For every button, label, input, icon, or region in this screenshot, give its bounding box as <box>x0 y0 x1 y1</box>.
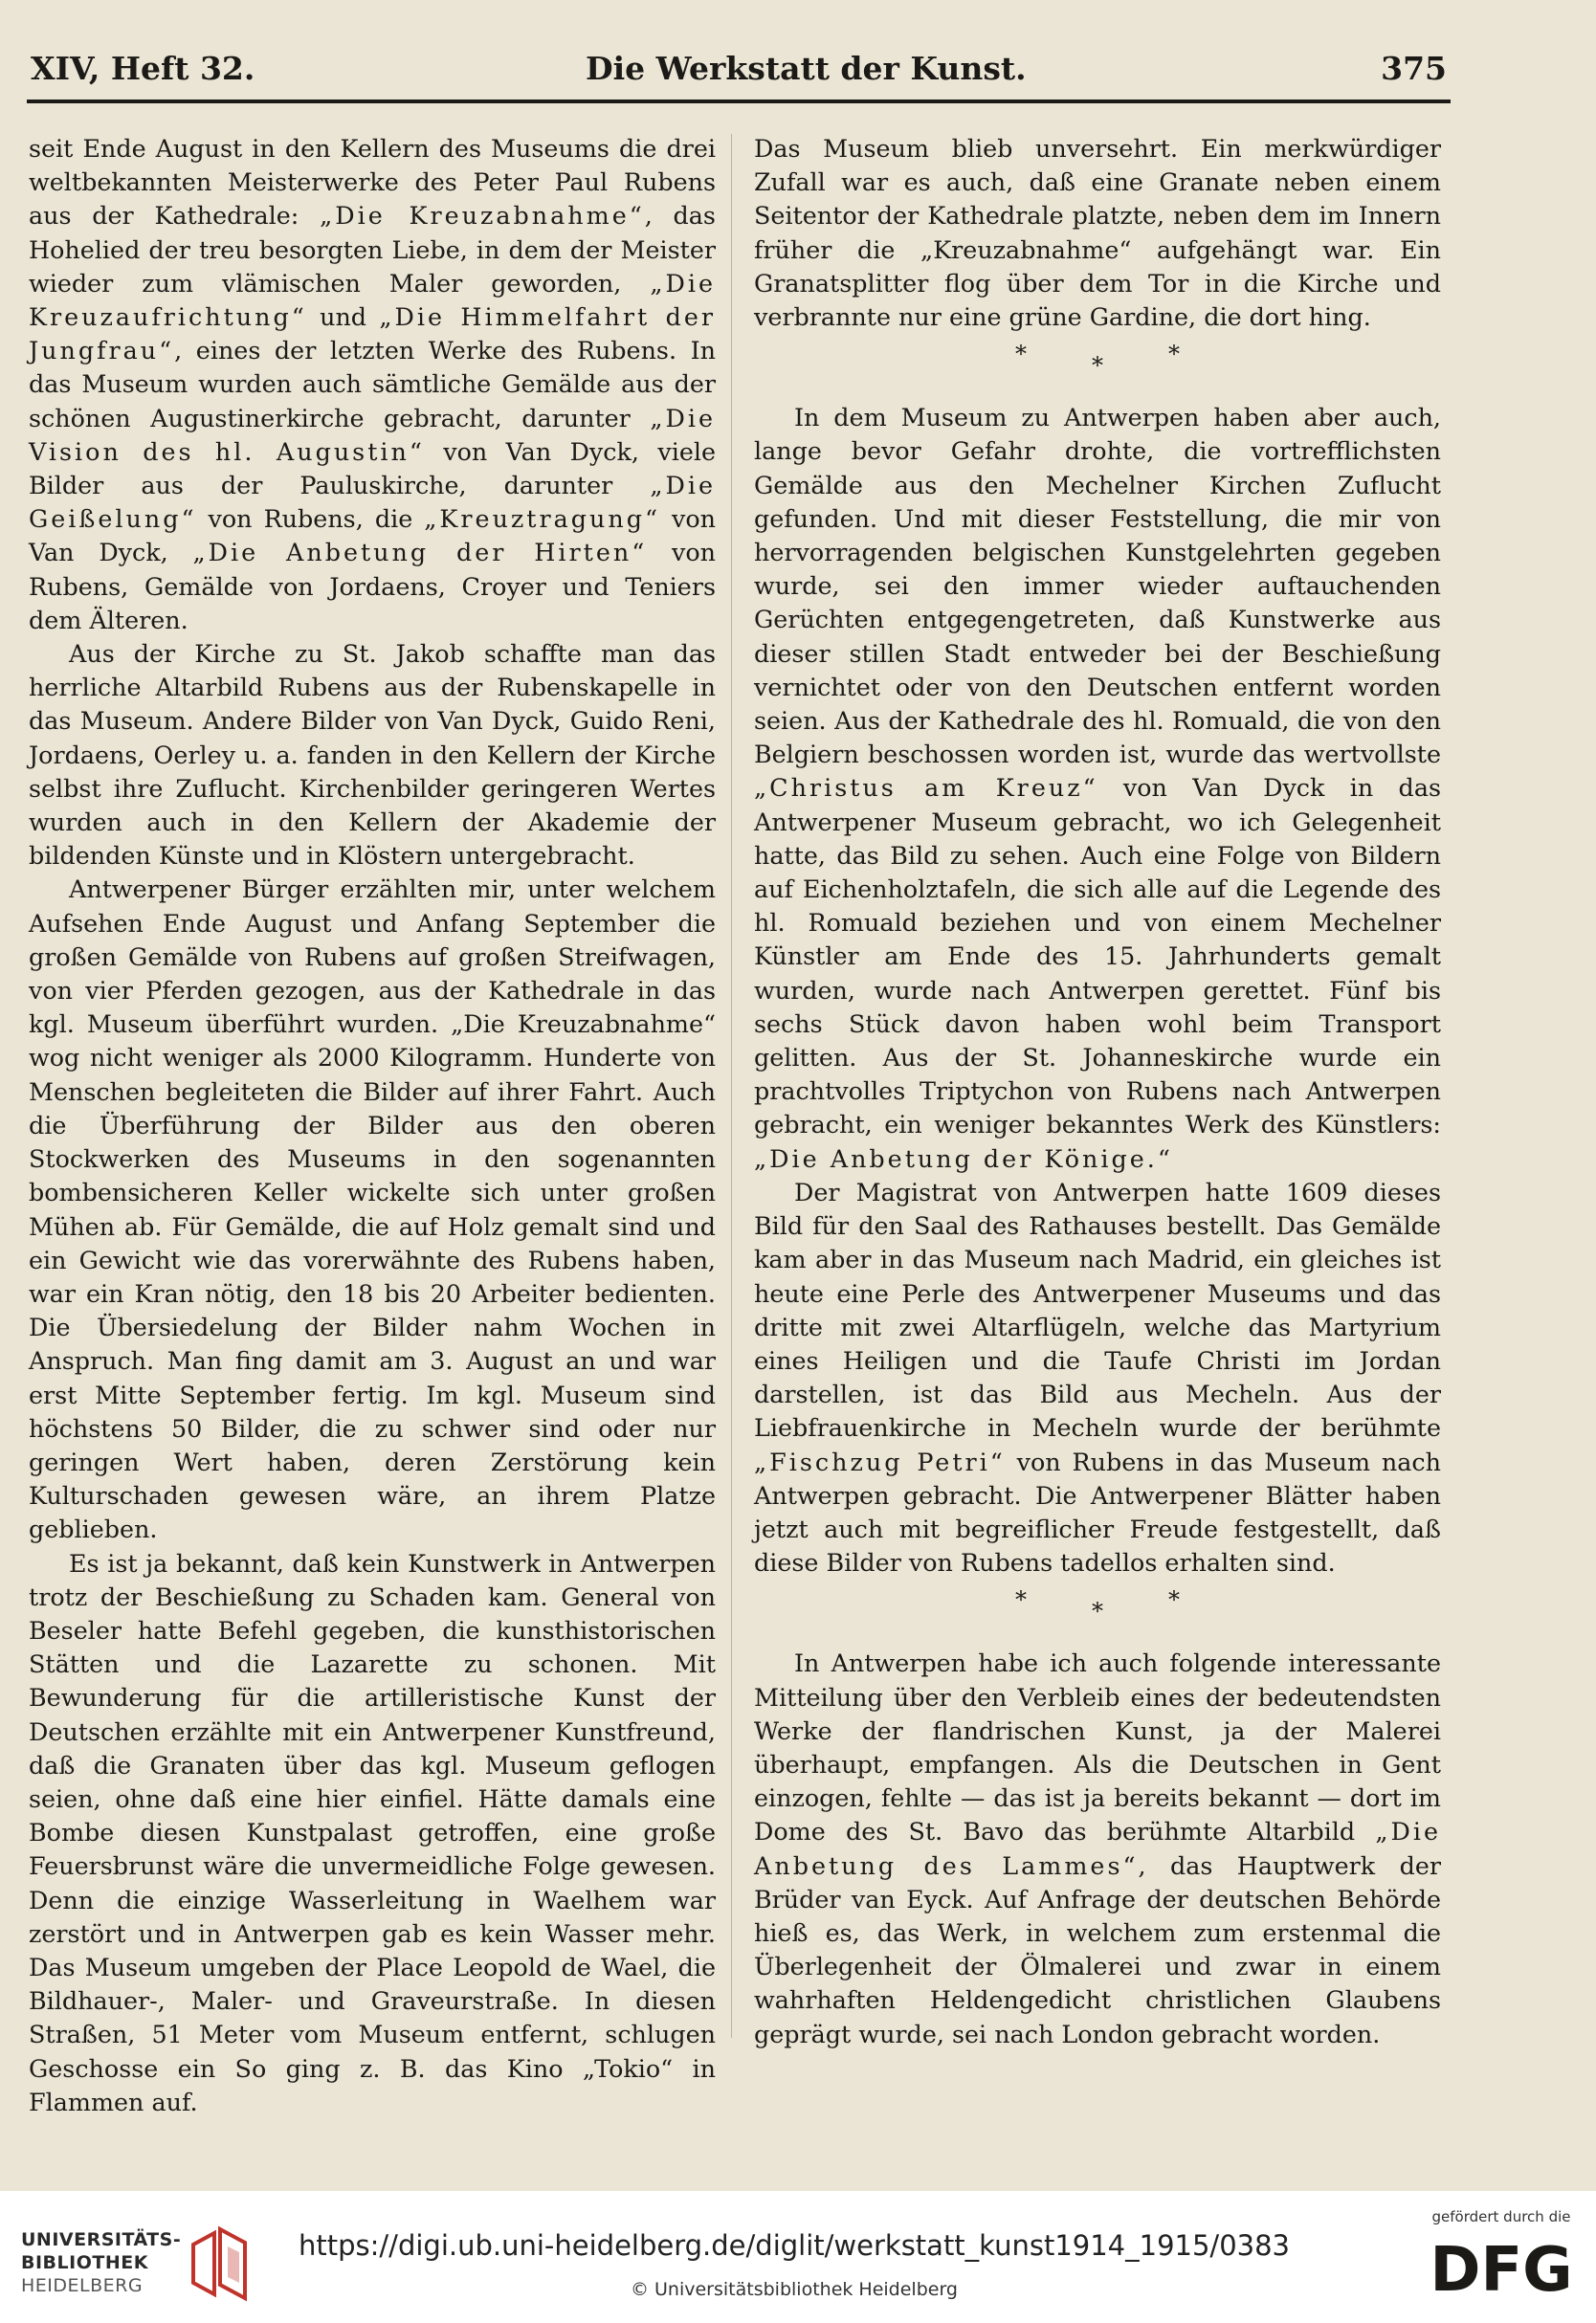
right-paragraph-4: In Antwerpen habe ich auch folgende interessante Mitteilung über den Verbleib eines der bedeutendsten Werke der flandrischen Kunst, ja der Malerei überhaupt, empfangen. Als die Deutschen in Gent einzogen, fehlte — das ist ja bereits bekannt — dort im Dome des St. Bavo das berühmte Altarbild „Die Anbetung des Lammes“, das Hauptwerk der Brüder van Eyck. Auf Anfrage der deutschen Behörde hieß es, das Werk, in welchem zum erstenmal die Überlegenheit der Ölmalerei und zwar in einem wahrhaften Heldengedicht christlichen Glaubens geprägt wurde, sei nach London gebracht worden. <box>754 1648 1441 2048</box>
separator-star: * <box>1092 1598 1103 1626</box>
dfg-logo[interactable] <box>1420 2229 1583 2306</box>
logo-line-2: BIBLIOTHEK <box>21 2252 148 2273</box>
journal-title: Die Werkstatt der Kunst. <box>586 50 1027 87</box>
logo-line-1: UNIVERSITÄTS- <box>21 2229 182 2250</box>
page-number: 375 <box>1381 50 1447 87</box>
separator-star: * <box>1015 341 1027 368</box>
column-divider <box>731 134 732 2038</box>
separator-star: * <box>1092 352 1103 380</box>
permalink-url[interactable]: https://digi.ub.uni-heidelberg.de/diglit/werkstatt_kunst1914_1915/0383 <box>299 2229 1290 2262</box>
library-emblem-icon <box>186 2225 253 2302</box>
issue-label: XIV, Heft 32. <box>31 50 255 87</box>
right-column <box>754 132 1441 2051</box>
separator-star: * <box>1015 1586 1027 1614</box>
left-paragraph-1: seit Ende August in den Kellern des Museums die drei weltbekannten Meisterwerke des Peter Paul Rubens aus der Kathedrale: „Die Kreuzabnahme“, das Hohelied der treu besorgten Liebe, in dem der Meister wieder zum vlämischen Maler geworden, „Die Kreuzaufrichtung“ und „Die Himmelfahrt der Jungfrau“, eines der letzten Werke des Rubens. In das Museum wurden auch sämtliche Gemälde aus der schönen Augustinerkirche gebracht, darunter „Die Vision des hl. Augustin“ von Van Dyck, viele Bilder aus der Pauluskirche, darunter „Die Geißelung“ von Rubens, die „Kreuztragung“ von Van Dyck, „Die Anbetung der Hirten“ von Rubens, Gemälde von Jordaens, Croyer und Teniers dem Älteren. <box>29 134 717 634</box>
viewer-footer <box>0 2191 1596 2323</box>
left-paragraph-3: Antwerpener Bürger erzählten mir, unter welchem Aufsehen Ende August und Anfang September die großen Gemälde von Rubens auf großen Streifwagen, von vier Pferden gezogen, aus der Kathedrale in das kgl. Museum überführt wurden. „Die Kreuzabnahme“ wog nicht weniger als 2000 Kilogramm. Hunderte von Menschen begleiteten die Bilder auf ihrer Fahrt. Auch die Überführung der Bilder aus den oberen Stockwerken des Museums in den sogenannten bombensicheren Keller wickelte sich unter großen Mühen ab. Für Gemälde, die auf Holz gemalt sind und ein Gewicht wie das vorerwähnte des Rubens haben, war ein Kran nötig, den 18 bis 20 Arbeiter bedienten. Die Übersiedelung der Bilder nahm Wochen in Anspruch. Man fing damit am 3. August an und war erst Mitte September fertig. Im kgl. Museum sind höchstens 50 Bilder, die zu schwer sind oder nur geringen Wert haben, deren Zerstörung kein Kulturschaden gewesen wäre, an ihrem Platze geblieben. <box>29 874 716 1544</box>
library-logo[interactable] <box>21 2225 308 2302</box>
section-separator-2 <box>754 1585 1441 1626</box>
separator-star: * <box>1168 1586 1180 1614</box>
section-separator-1 <box>754 340 1441 380</box>
right-paragraph-2: In dem Museum zu Antwerpen haben aber auch, lange bevor Gefahr drohte, die vortrefflichsten Gemälde aus den Mechelner Kirchen Zuflucht gefunden. Und mit dieser Feststellung, die mir von hervorragenden belgischen Kunstgelehrten gegeben wurde, sei den immer wieder auftauchenden Gerüchten entgegengetreten, daß Kunstwerke aus dieser stillen Stadt entweder bei der Beschießung vernichtet oder von den Deutschen entfernt worden seien. Aus der Kathedrale des hl. Romuald, die von den Belgiern beschossen worden ist, wurde das wertvollste „Christus am Kreuz“ von Van Dyck in das Antwerpener Museum gebracht, wo ich Gelegenheit hatte, das Bild zu sehen. Auch eine Folge von Bildern auf Eichenholztafeln, die sich alle auf die Legende des hl. Romuald beziehen und von einem Mechelner Künstler am Ende des 15. Jahrhunderts gemalt wurden, wurde nach Antwerpen gerettet. Fünf bis sechs Stück davon haben wohl beim Transport gelitten. Aus der St. Johanneskirche wurde ein prachtvolles Triptychon von Rubens nach Antwerpen gebracht, ein weniger bekanntes Werk des Künstlers: „Die Anbetung der Könige.“ <box>754 403 1441 1173</box>
separator-star: * <box>1168 341 1180 368</box>
right-paragraph-3: Der Magistrat von Antwerpen hatte 1609 dieses Bild für den Saal des Rathauses bestellt. Das Gemälde kam aber in das Museum nach Madrid, ein gleiches ist heute eine Perle des Antwerpener Museums und das dritte mit zwei Altarflügeln, welche das Martyrium eines Heiligen und die Taufe Christi im Jordan darstellen, ist das Bild aus Mecheln. Aus der Liebfrauenkirche in Mecheln wurde der berühmte „Fischzug Petri“ von Rubens in das Museum nach Antwerpen gebracht. Die Antwerpener Blätter haben jetzt auch mit begreiflicher Freude festgestellt, daß diese Bilder von Rubens tadellos erhalten sind. <box>754 1177 1441 1578</box>
dfg-logo-text: DFG <box>1430 2235 1573 2306</box>
left-paragraph-4: Es ist ja bekannt, daß kein Kunstwerk in Antwerpen trotz der Beschießung zu Schaden kam. General von Beseler hatte Befehl gegeben, die kunsthistorischen Stätten und die Lazarette zu schonen. Mit Bewunderung für die artilleristische Kunst der Deutschen erzählte mit ein Antwerpener Kunstfreund, daß die Granaten über das kgl. Museum geflogen seien, ohne daß eine hier einfiel. Hätte damals eine Bombe diesen Kunstpalast getroffen, eine große Feuersbrunst wäre die unvermeidliche Folge gewesen. Denn die einzige Wasserleitung in Waelhem war zerstört und in Antwerpen gab es kein Wasser mehr. Das Museum umgeben der Place Leopold de Wael, die Bildhauer-, Maler- und Graveurstraße. In diesen Straßen, 51 Meter vom Museum entfernt, schlugen Geschosse ein So ging z. B. das Kino „Tokio“ in Flammen auf. <box>29 1548 716 2116</box>
logo-line-3: HEIDELBERG <box>21 2275 144 2296</box>
header-rule <box>27 100 1451 103</box>
left-paragraph-2: Aus der Kirche zu St. Jakob schaffte man das herrliche Altarbild Rubens aus der Rubenskapelle in das Museum. Andere Bilder von Van Dyck, Guido Reni, Jordaens, Oerley u. a. fanden in den Kellern der Kirche selbst ihre Zuflucht. Kirchenbilder geringeren Wertes wurden auch in den Kellern der Akademie der bildenden Künste und in Klöstern untergebracht. <box>29 639 716 871</box>
funding-label: gefördert durch die <box>1431 2208 1571 2225</box>
left-column <box>29 132 716 2119</box>
page-header <box>31 50 1447 98</box>
copyright-notice: © Universitätsbibliothek Heidelberg <box>630 2279 958 2300</box>
right-paragraph-1: Das Museum blieb unversehrt. Ein merkwürdiger Zufall war es auch, daß eine Granate neben einem Seitentor der Kathedrale platzte, neben dem im Innern früher die „Kreuzabnahme“ aufgehängt war. Ein Granatsplitter flog über dem Tor in die Kirche und verbrannte nur eine grüne Gardine, die dort hing. <box>754 134 1441 332</box>
